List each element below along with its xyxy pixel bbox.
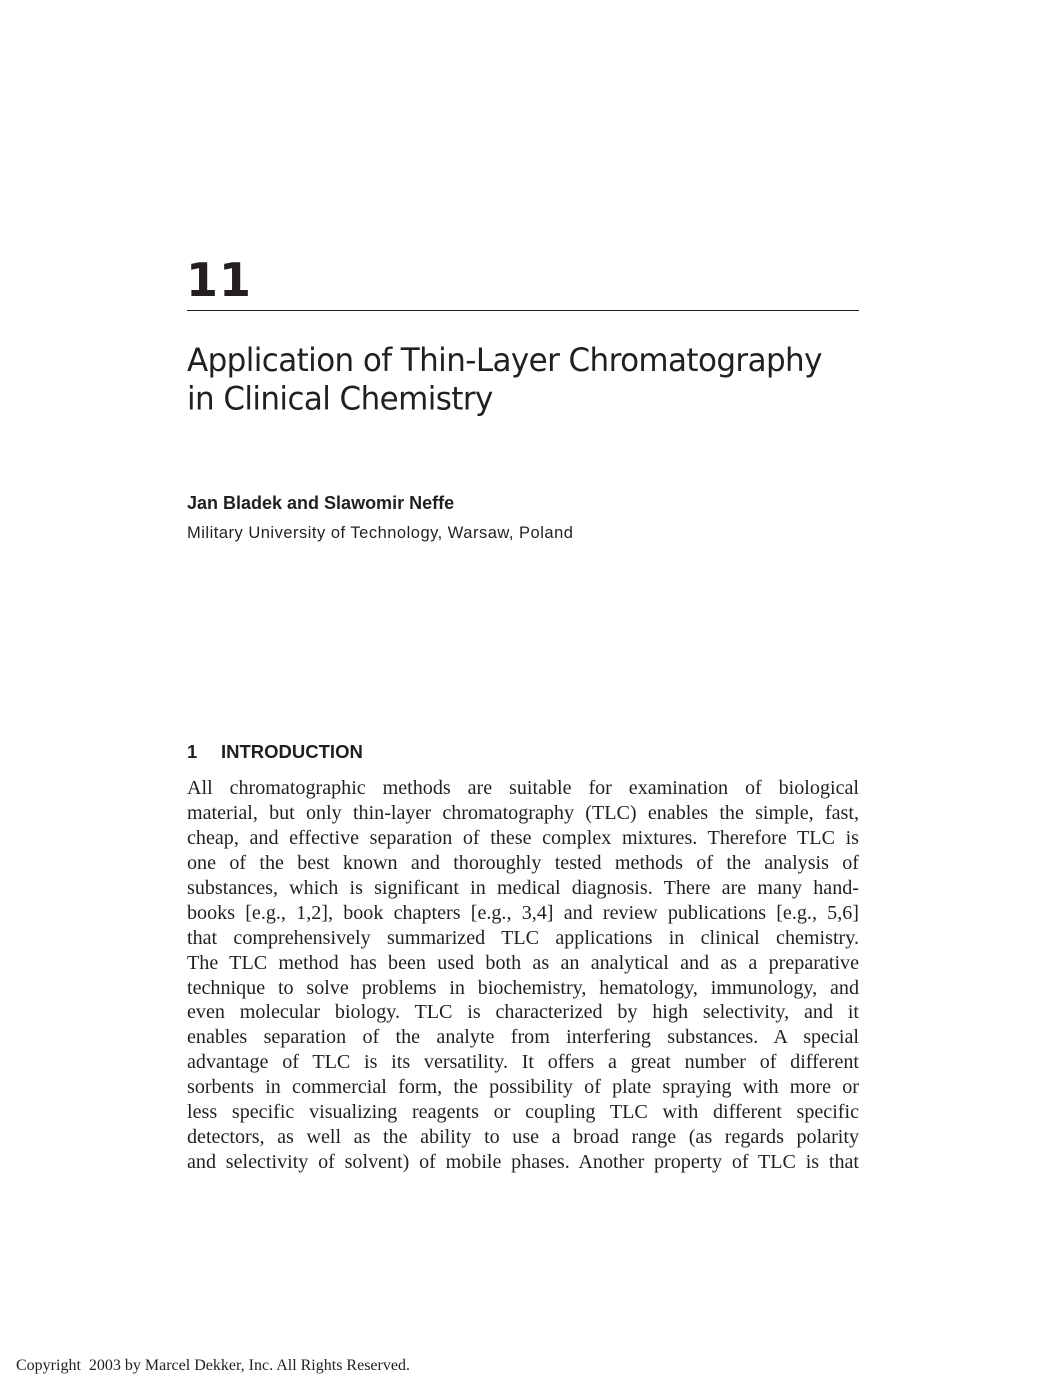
chapter-title-line: in Clinical Chemistry (187, 380, 493, 418)
body-line: The TLC method has been used both as an analytical and as a preparative (187, 951, 859, 974)
body-line: technique to solve problems in biochemistry, hematology, immunology, and (187, 976, 859, 999)
affiliation: Military University of Technology, Warsaw, Poland (187, 524, 574, 542)
body-line: material, but only thin-layer chromatography (TLC) enables the simple, fast, (187, 801, 859, 824)
authors: Jan Bladek and Slawomir Neffe (187, 493, 455, 513)
body-line: substances, which is significant in medical diagnosis. There are many hand- (187, 876, 859, 899)
body-line: cheap, and effective separation of these complex mixtures. Therefore TLC is (187, 826, 859, 849)
body-line: even molecular biology. TLC is characterized by high selectivity, and it (187, 1001, 859, 1024)
body-line: detectors, as well as the ability to use a broad range (as regards polarity (187, 1126, 859, 1149)
copyright-notice: Copyright 2003 by Marcel Dekker, Inc. All Rights Reserved. (16, 1357, 410, 1374)
body-line: and selectivity of solvent) of mobile phases. Another property of TLC is that (187, 1151, 859, 1174)
body-line: sorbents in commercial form, the possibility of plate spraying with more or (187, 1076, 859, 1099)
body-line: less specific visualizing reagents or coupling TLC with different specific (187, 1101, 859, 1124)
section-title: INTRODUCTION (221, 741, 363, 762)
section-heading (187, 741, 363, 763)
body-line: that comprehensively summarized TLC applications in clinical chemistry. (187, 926, 859, 949)
chapter-number: 11 (186, 253, 253, 307)
body-line: one of the best known and thoroughly tested methods of the analysis of (187, 851, 859, 874)
chapter-title (187, 342, 867, 419)
body-paragraph (187, 776, 859, 1175)
body-line: advantage of TLC is its versatility. It offers a great number of different (187, 1051, 859, 1074)
chapter-rule (187, 310, 859, 311)
body-line: All chromatographic methods are suitable for examination of biological (187, 777, 859, 799)
chapter-title-line: Application of Thin-Layer Chromatography (187, 342, 822, 380)
body-line: enables separation of the analyte from interfering substances. A special (187, 1026, 859, 1049)
body-line: books [e.g., 1,2], book chapters [e.g., 3,4] and review publications [e.g., 5,6] (187, 901, 859, 924)
section-number: 1 (187, 741, 198, 762)
